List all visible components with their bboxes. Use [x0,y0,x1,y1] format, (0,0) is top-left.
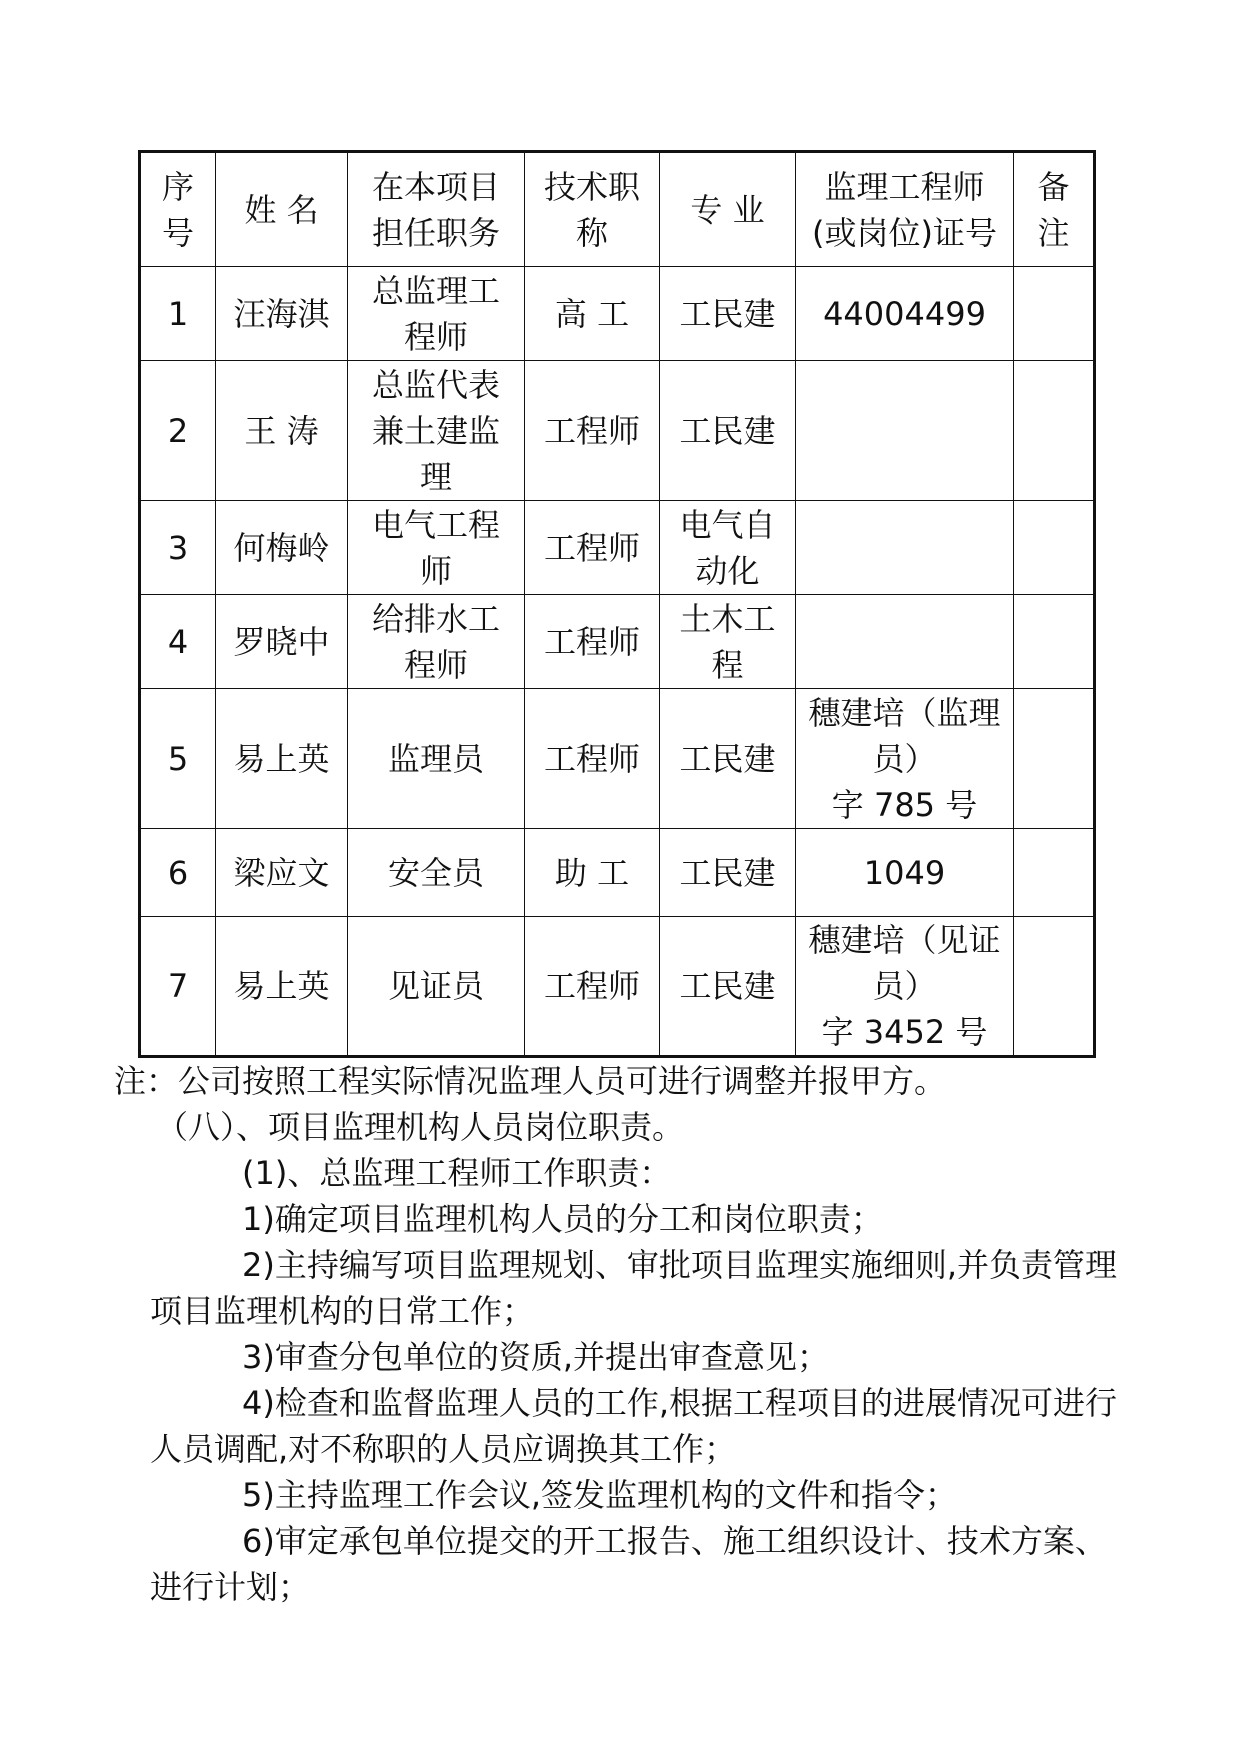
table-row [140,361,1095,501]
duty-item: 4)检查和监督监理人员的工作,根据工程项目的进展情况可进行人员调配,对不称职的人员应调换其工作； [150,1384,1118,1468]
subsection-title: (1)、总监理工程师工作职责： [242,1154,672,1192]
cell-seq: 4 [140,595,216,689]
duty-item: 6)审定承包单位提交的开工报告、施工组织设计、技术方案、进行计划； [150,1522,1107,1606]
table-row [140,267,1095,361]
cell-title: 工程师 [525,501,660,595]
cell-title: 助 工 [525,829,660,917]
table-row [140,689,1095,829]
duty-item: 2)主持编写项目监理规划、审批项目监理实施细则,并负责管理项目监理机构的日常工作； [150,1246,1118,1330]
header-title: 技术职 称 [525,152,660,267]
cell-title: 工程师 [525,595,660,689]
cell-major: 工民建 [660,917,796,1057]
cell-remark [1014,501,1095,595]
cell-title: 工程师 [525,689,660,829]
table-row [140,917,1095,1057]
header-seq: 序 号 [140,152,216,267]
cell-remark [1014,689,1095,829]
section-title: （八）、项目监理机构人员岗位职责。 [156,1108,685,1146]
table-note: 注：公司按照工程实际情况监理人员可进行调整并报甲方。 [114,1062,947,1100]
cell-name: 易上英 [216,917,348,1057]
cell-name: 汪海淇 [216,267,348,361]
cell-position: 监理员 [348,689,525,829]
cell-position: 总监理工 程师 [348,267,525,361]
cell-seq: 1 [140,267,216,361]
cell-cert [796,501,1014,595]
header-position: 在本项目 担任职务 [348,152,525,267]
header-cert: 监理工程师 (或岗位)证号 [796,152,1014,267]
duty-item: 5)主持监理工作会议,签发监理机构的文件和指令； [242,1476,958,1514]
cell-seq: 5 [140,689,216,829]
cell-cert: 44004499 [796,267,1014,361]
table-header-row [140,152,1095,267]
cell-major: 土木工 程 [660,595,796,689]
header-major: 专 业 [660,152,796,267]
cell-cert [796,595,1014,689]
table-row [140,595,1095,689]
cell-seq: 3 [140,501,216,595]
cell-position: 总监代表 兼土建监 理 [348,361,525,501]
cell-name: 何梅岭 [216,501,348,595]
cell-remark [1014,361,1095,501]
cell-remark [1014,595,1095,689]
cell-title: 工程师 [525,917,660,1057]
cell-position: 安全员 [348,829,525,917]
duty-item: 1)确定项目监理机构人员的分工和岗位职责； [242,1200,883,1238]
cell-name: 易上英 [216,689,348,829]
body-text [110,1058,1130,1610]
cell-position: 给排水工 程师 [348,595,525,689]
cell-name: 罗晓中 [216,595,348,689]
cell-cert: 1049 [796,829,1014,917]
cell-major: 电气自 动化 [660,501,796,595]
cell-seq: 2 [140,361,216,501]
cell-title: 高 工 [525,267,660,361]
cell-seq: 6 [140,829,216,917]
cell-title: 工程师 [525,361,660,501]
staff-table [138,150,1096,1058]
cell-name: 梁应文 [216,829,348,917]
cell-cert: 穗建培（监理 员） 字 785 号 [796,689,1014,829]
cell-remark [1014,267,1095,361]
cell-major: 工民建 [660,829,796,917]
cell-name: 王 涛 [216,361,348,501]
duty-item: 3)审查分包单位的资质,并提出审查意见； [242,1338,830,1376]
cell-remark [1014,917,1095,1057]
cell-position: 电气工程 师 [348,501,525,595]
cell-major: 工民建 [660,267,796,361]
table-row [140,829,1095,917]
cell-major: 工民建 [660,689,796,829]
table-row [140,501,1095,595]
cell-cert [796,361,1014,501]
cell-cert: 穗建培（见证 员） 字 3452 号 [796,917,1014,1057]
header-name: 姓 名 [216,152,348,267]
header-remark: 备 注 [1014,152,1095,267]
cell-position: 见证员 [348,917,525,1057]
cell-seq: 7 [140,917,216,1057]
cell-major: 工民建 [660,361,796,501]
cell-remark [1014,829,1095,917]
